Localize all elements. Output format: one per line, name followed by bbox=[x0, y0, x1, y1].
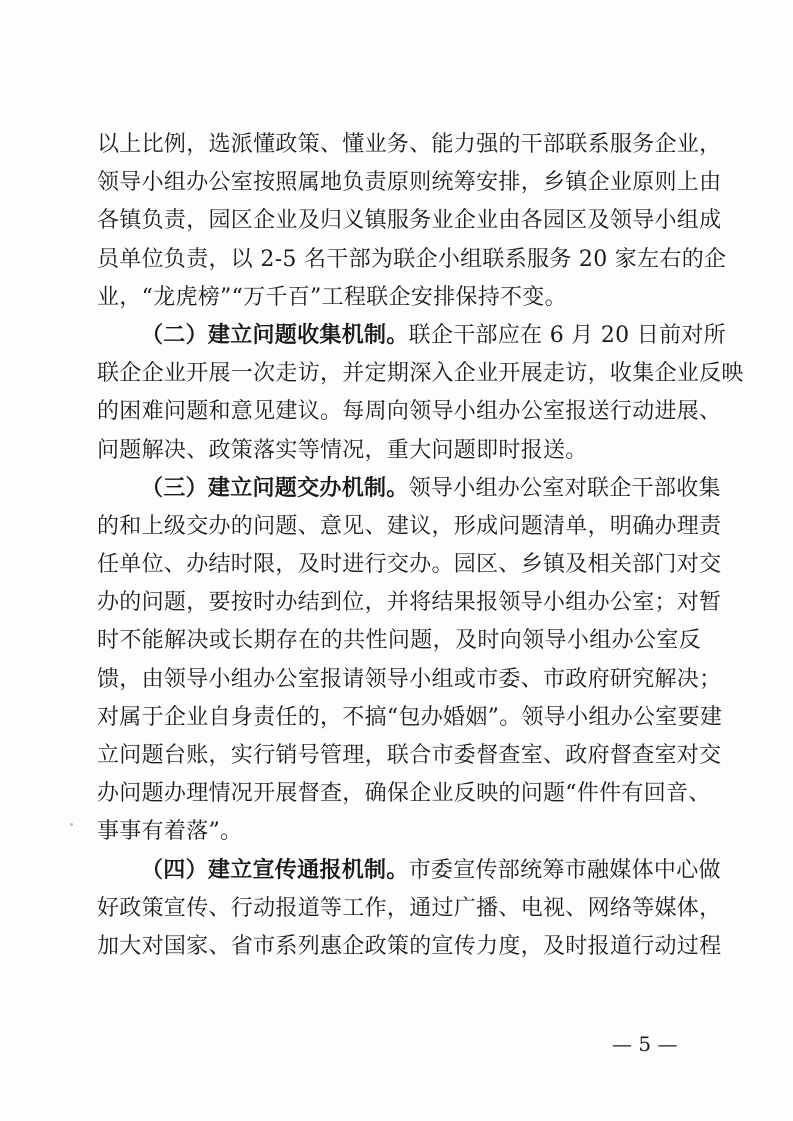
text-line: 各镇负责，园区企业及归义镇服务业企业由各园区及领导小组成 bbox=[97, 208, 722, 234]
text-line: 对属于企业自身责任的，不搞“包办婚姻”。领导小组办公室要建 bbox=[97, 704, 723, 730]
scan-mark bbox=[70, 823, 73, 826]
section-3-first-line bbox=[97, 475, 721, 502]
section-4-first-line bbox=[97, 857, 721, 884]
section-2-first-line bbox=[97, 322, 726, 349]
page-number: — 5 — bbox=[612, 1032, 678, 1056]
text-line: 领导小组办公室按照属地负责原则统筹安排，乡镇企业原则上由 bbox=[97, 170, 722, 196]
text-line: 办的问题，要按时办结到位，并将结果报领导小组办公室；对暂 bbox=[97, 590, 722, 616]
section-2-heading: （二）建立问题收集机制。 bbox=[141, 322, 409, 348]
text-line: 任单位、办结时限，及时进行交办。园区、乡镇及相关部门对交 bbox=[97, 552, 722, 578]
text-line: 的和上级交办的问题、意见、建议，形成问题清单，明确办理责 bbox=[97, 513, 722, 539]
text-line: 的困难问题和意见建议。每周向领导小组办公室报送行动进展、 bbox=[97, 399, 722, 425]
section-3-text: 领导小组办公室对联企干部收集 bbox=[408, 475, 721, 501]
body-text bbox=[97, 131, 744, 971]
text-line: 事事有着落”。 bbox=[97, 819, 243, 845]
text-line: 业，“龙虎榜”“万千百”工程联企安排保持不变。 bbox=[97, 284, 567, 310]
text-line: 问题解决、政策落实等情况，重大问题即时报送。 bbox=[97, 437, 588, 463]
text-line: 好政策宣传、行动报道等工作，通过广播、电视、网络等媒体， bbox=[97, 895, 722, 921]
text-line: 员单位负责，以 2-5 名干部为联企小组联系服务 20 家左右的企 bbox=[97, 246, 727, 272]
text-line: 联企企业开展一次走访，并定期深入企业开展走访，收集企业反映 bbox=[97, 361, 744, 387]
text-line: 时不能解决或长期存在的共性问题，及时向领导小组办公室反 bbox=[97, 628, 701, 654]
text-line: 以上比例，选派懂政策、懂业务、能力强的干部联系服务企业， bbox=[97, 132, 722, 157]
text-line: 加大对国家、省市系列惠企政策的宣传力度，及时报道行动过程 bbox=[97, 933, 722, 959]
section-4-heading: （四）建立宣传通报机制。 bbox=[141, 857, 409, 883]
section-2-text: 联企干部应在 6 月 20 日前对所 bbox=[408, 322, 726, 348]
section-3-heading: （三）建立问题交办机制。 bbox=[141, 475, 409, 501]
text-line: 立问题台账，实行销号管理，联合市委督查室、政府督查室对交 bbox=[97, 743, 722, 768]
text-line: 办问题办理情况开展督查，确保企业反映的问题“件件有回音、 bbox=[97, 781, 711, 807]
text-line: 馈，由领导小组办公室报请领导小组或市委、市政府研究解决； bbox=[97, 666, 722, 692]
section-4-text: 市委宣传部统筹市融媒体中心做 bbox=[408, 857, 721, 883]
